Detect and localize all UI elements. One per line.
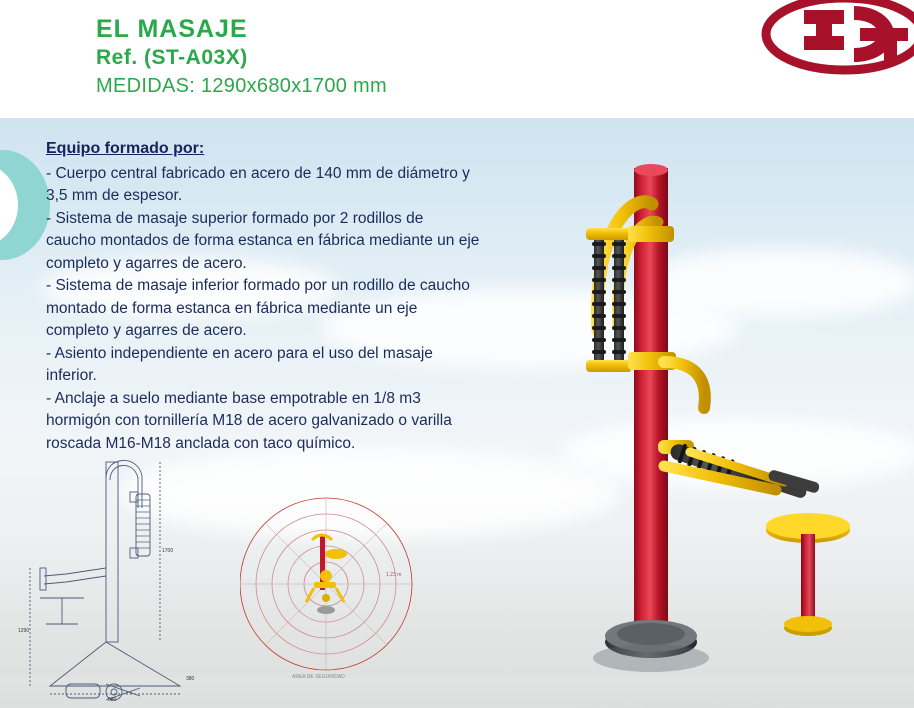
dimension-label: 1700	[162, 548, 174, 554]
description-line: - Sistema de masaje superior formado por 2 rodillos de	[46, 209, 424, 227]
company-logo	[734, 0, 914, 80]
dimension-label: 1290	[18, 628, 30, 634]
dimension-label: 380	[186, 676, 195, 682]
description-line: caucho montados de forma estanca en fábrica mediante un eje	[46, 232, 480, 249]
description-heading: Equipo formado por:	[46, 140, 205, 157]
description-line: 3,5 mm de espesor.	[46, 187, 183, 204]
description-line: completo y agarres de acero.	[46, 254, 247, 272]
description-line: - Sistema de masaje inferior formado por un rodillo de caucho	[46, 277, 470, 294]
product-reference: Ref. (ST-A03X)	[96, 46, 248, 69]
description-line: inferior.	[46, 367, 97, 384]
product-measures: MEDIDAS: 1290x680x1700 mm	[96, 75, 387, 97]
equipment-render	[540, 130, 914, 708]
description-line: hormigón con tornillería M18 de acero galvanizado o varilla	[46, 412, 452, 429]
safety-caption: AREA DE SEGURIDAD	[292, 674, 345, 680]
description-line: - Cuerpo central fabricado en acero de 140 mm de diámetro y	[46, 164, 470, 182]
safety-radius-label: 1,23 m	[386, 572, 402, 578]
page-title: EL MASAJE	[96, 15, 248, 43]
title-block	[96, 14, 387, 99]
technical-drawing	[10, 448, 220, 703]
description-line: - Asiento independiente en acero para el uso del masaje	[46, 344, 433, 362]
description-line: roscada M16-M18 anclada con taco químico.	[46, 434, 356, 452]
description-line: - Anclaje a suelo mediante base empotrable en 1/8 m3	[46, 389, 421, 407]
description-line: montado de forma estanca en fábrica mediante un eje	[46, 299, 418, 317]
description-block	[46, 138, 576, 455]
page-header	[0, 0, 914, 118]
dimension-label: 680	[108, 697, 117, 703]
description-line: completo y agarres de acero.	[46, 322, 247, 339]
safety-area-diagram	[240, 478, 430, 698]
